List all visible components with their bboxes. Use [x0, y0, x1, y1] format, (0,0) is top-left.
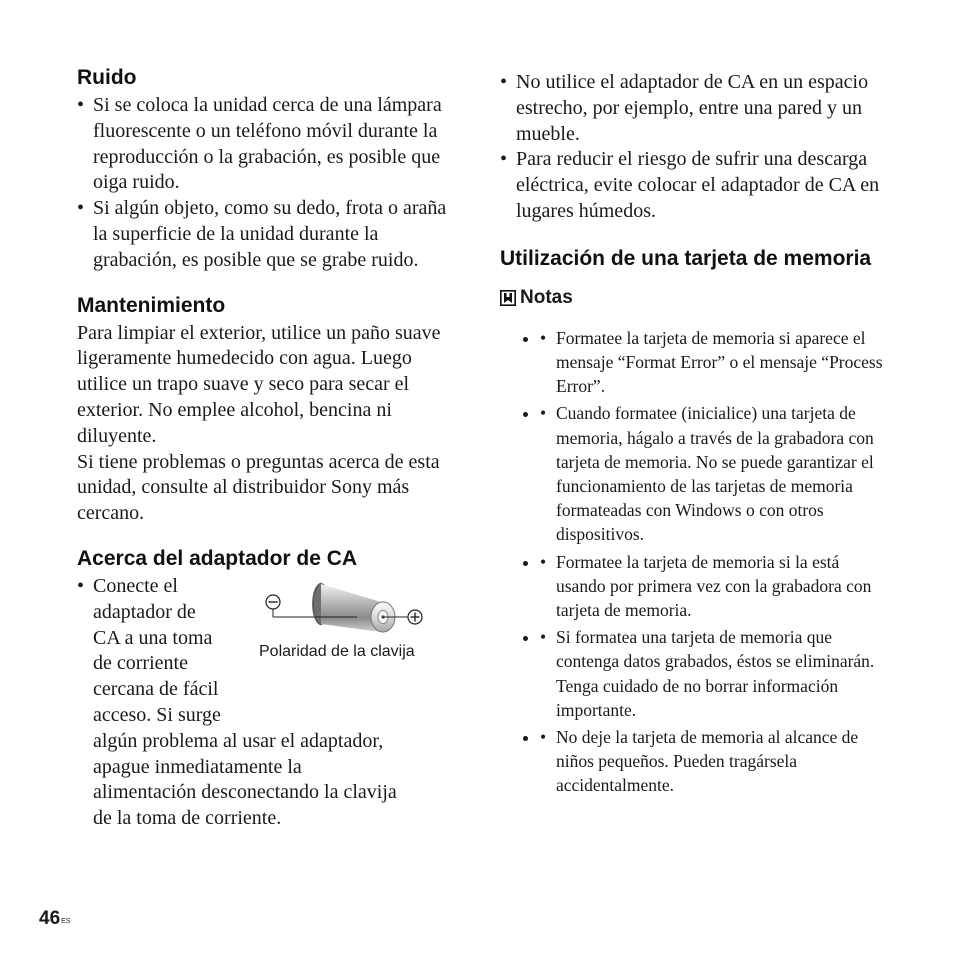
section-tarjeta: [500, 245, 885, 798]
plug-polarity-figure: [259, 580, 459, 670]
mantenimiento-paragraph-2: Si tiene problemas o preguntas acerca de esta unidad, consulte al distribuidor Sony más cercano.: [77, 450, 440, 525]
page-number: [39, 908, 70, 930]
line-text: de corriente: [93, 652, 188, 675]
note-icon: [500, 290, 516, 306]
mantenimiento-paragraph-1: Para limpiar el exterior, utilice un paño suave ligeramente humedecido con agua. Luego utilice un trapo suave y seco para secar el exterior. No emplee alcohol, bencina ni diluyente.: [77, 321, 441, 447]
line-text: acceso. Si surge: [93, 703, 221, 726]
plug-polarity-icon: [259, 580, 459, 640]
list-item: • Si se coloca la unidad cerca de una lámpara fluorescente o un teléfono móvil durante la reproducción o la grabación, es posible que oiga ruido.: [77, 93, 462, 196]
notes-heading: [500, 286, 885, 310]
adapter-block: [77, 574, 462, 832]
notes-list: [500, 326, 885, 798]
line-text: algún problema al usar el adaptador,: [93, 729, 384, 752]
list-item: • • Si formatea una tarjeta de memoria que contenga datos grabados, éstos se eliminarán. Tenga cuidado de no borrar información importante.: [540, 625, 885, 722]
section-ruido: [77, 64, 462, 274]
left-column: [77, 64, 462, 832]
list-item: • Para reducir el riesgo de sufrir una descarga eléctrica, evite colocar el adaptador de CA en lugares húmedos.: [500, 147, 885, 224]
right-column: [500, 70, 885, 814]
ruido-list: [77, 93, 462, 274]
section-mantenimiento: [77, 292, 462, 527]
line-text: cercana de fácil: [93, 678, 219, 701]
figure-caption: Polaridad de la clavija: [259, 642, 415, 660]
line-text: de la toma de corriente.: [93, 807, 282, 830]
line-text: adaptador de: [93, 600, 196, 623]
line-text: Conecte el: [93, 574, 178, 597]
list-item: • Si algún objeto, como su dedo, frota o araña la superficie de la unidad durante la grabación, es posible que se grabe ruido.: [77, 196, 462, 273]
list-item: • • Cuando formatee (inicialice) una tarjeta de memoria, hágalo a través de la grabadora con tarjeta de memoria. No se puede garantizar el funcionamiento de las tarjetas de memoria formateadas con Windows o con otros dispositivos.: [540, 401, 885, 546]
heading-adaptador: Acerca del adaptador de CA: [77, 546, 358, 570]
list-item: • • Formatee la tarjeta de memoria si la está usando por primera vez con la grabadora con tarjeta de memoria.: [540, 550, 885, 623]
line-text: apague inmediatamente la: [93, 755, 302, 778]
heading-mantenimiento: Mantenimiento: [77, 293, 226, 317]
heading-tarjeta: Utilización de una tarjeta de memoria: [500, 246, 872, 270]
notes-heading-label: Notas: [520, 286, 573, 308]
list-item: • No utilice el adaptador de CA en un espacio estrecho, por ejemplo, entre una pared y un mueble.: [500, 70, 885, 147]
heading-ruido: Ruido: [77, 66, 137, 89]
line-text: CA a una toma: [93, 626, 213, 649]
list-item: • • Formatee la tarjeta de memoria si aparece el mensaje “Format Error” o el mensaje “Process Error”.: [540, 326, 885, 399]
line-text: alimentación desconectando la clavija: [93, 781, 397, 804]
page-number-value: 46: [39, 908, 61, 929]
list-item: • • No deje la tarjeta de memoria al alcance de niños pequeños. Pueden tragársela accidentalmente.: [540, 725, 885, 798]
adaptador-continued-list: [500, 70, 885, 225]
page-language: ES: [61, 918, 71, 925]
section-adaptador: [77, 545, 462, 832]
